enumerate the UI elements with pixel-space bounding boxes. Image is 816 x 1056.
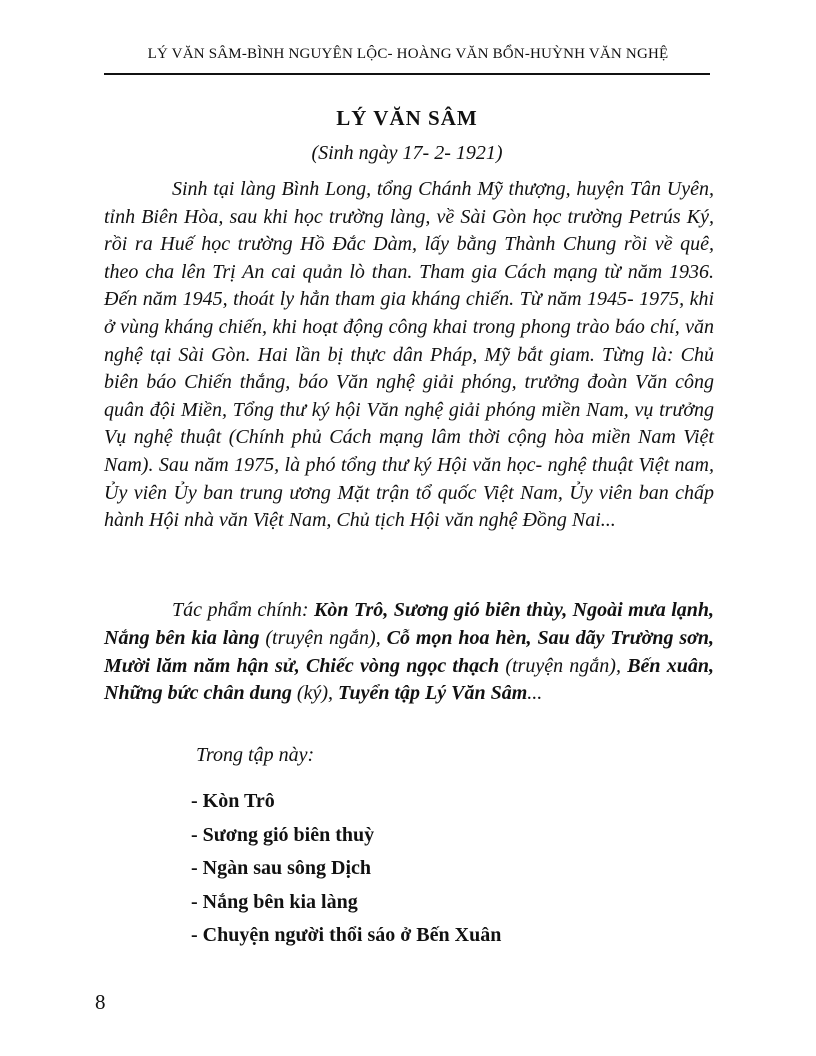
main-works-paragraph xyxy=(104,597,714,708)
collection-intro: Trong tập này: xyxy=(196,744,315,766)
works-titles-2: Cỗ mọn hoa hèn, Sau dãy Trường sơn, Mười lăm năm hận sử, Chiếc vòng ngọc thạch xyxy=(104,626,715,677)
author-title: LÝ VĂN SÂM xyxy=(336,106,478,130)
works-titles-4: Tuyển tập Lý Văn Sâm xyxy=(337,682,528,705)
works-titles-3: Bến xuân, Những bức chân dung xyxy=(104,654,714,705)
list-item: - Nắng bên kia làng xyxy=(191,890,358,913)
works-genre-3: (ký), xyxy=(291,682,338,705)
biography-paragraph: Sinh tại làng Bình Long, tổng Chánh Mỹ thượng, huyện Tân Uyên, tỉnh Biên Hòa, sau khi học trường làng, về Sài Gòn học trường Petrús Ký, rồi ra Huế học trường Hồ Đắc Dàm, lấy bằng Thành Chung rồi về quê, theo cha lên Trị An cai quản lò than. Tham gia Cách mạng từ năm 1936. Đến năm 1945, thoát ly hẳn tham gia kháng chiến. Từ năm 1945- 1975, khi ở vùng kháng chiến, khi hoạt động công khai trong phong trào báo chí, văn nghệ tại Sài Gòn. Hai lần bị thực dân Pháp, Mỹ bắt giam. Từng là: Chủ biên báo Chiến thắng, báo Văn nghệ giải phóng, trưởng đoàn Văn công quân đội Miền, Tổng thư ký hội Văn nghệ giải phóng miền Nam, vụ trưởng Vụ nghệ thuật (Chính phủ Cách mạng lâm thời cộng hòa miền Nam Việt Nam). Sau năm 1975, là phó tổng thư ký Hội văn học- nghệ thuật Việt nam, Ủy viên Ủy ban trung ương Mặt trận tổ quốc Việt Nam, Ủy viên ban chấp hành Hội nhà văn Việt Nam, Chủ tịch Hội văn nghệ Đồng Nai... xyxy=(104,178,714,532)
collection-contents-list xyxy=(191,785,501,953)
running-head: LÝ VĂN SÂM-BÌNH NGUYÊN LỘC- HOÀNG VĂN BỔN-HUỲNH VĂN NGHỆ xyxy=(147,46,669,62)
list-item: - Kòn Trô xyxy=(191,790,275,812)
works-genre-2: (truyện ngắn), xyxy=(499,654,628,677)
works-titles-1: Kòn Trô, Sương gió biên thùy, Ngoài mưa lạnh, Nắng bên kia làng xyxy=(104,599,714,649)
list-item: - Ngàn sau sông Dịch xyxy=(191,857,372,879)
birth-date: (Sinh ngày 17- 2- 1921) xyxy=(311,142,503,164)
page-number: 8 xyxy=(95,990,106,1014)
works-tail: ... xyxy=(527,682,543,705)
list-item: - Sương gió biên thuỳ xyxy=(191,823,375,846)
list-item: - Chuyện người thổi sáo ở Bến Xuân xyxy=(191,924,502,946)
works-lead: Tác phẩm chính: xyxy=(172,599,315,621)
header-rule xyxy=(104,73,710,75)
works-genre-1: (truyện ngắn), xyxy=(259,626,387,649)
